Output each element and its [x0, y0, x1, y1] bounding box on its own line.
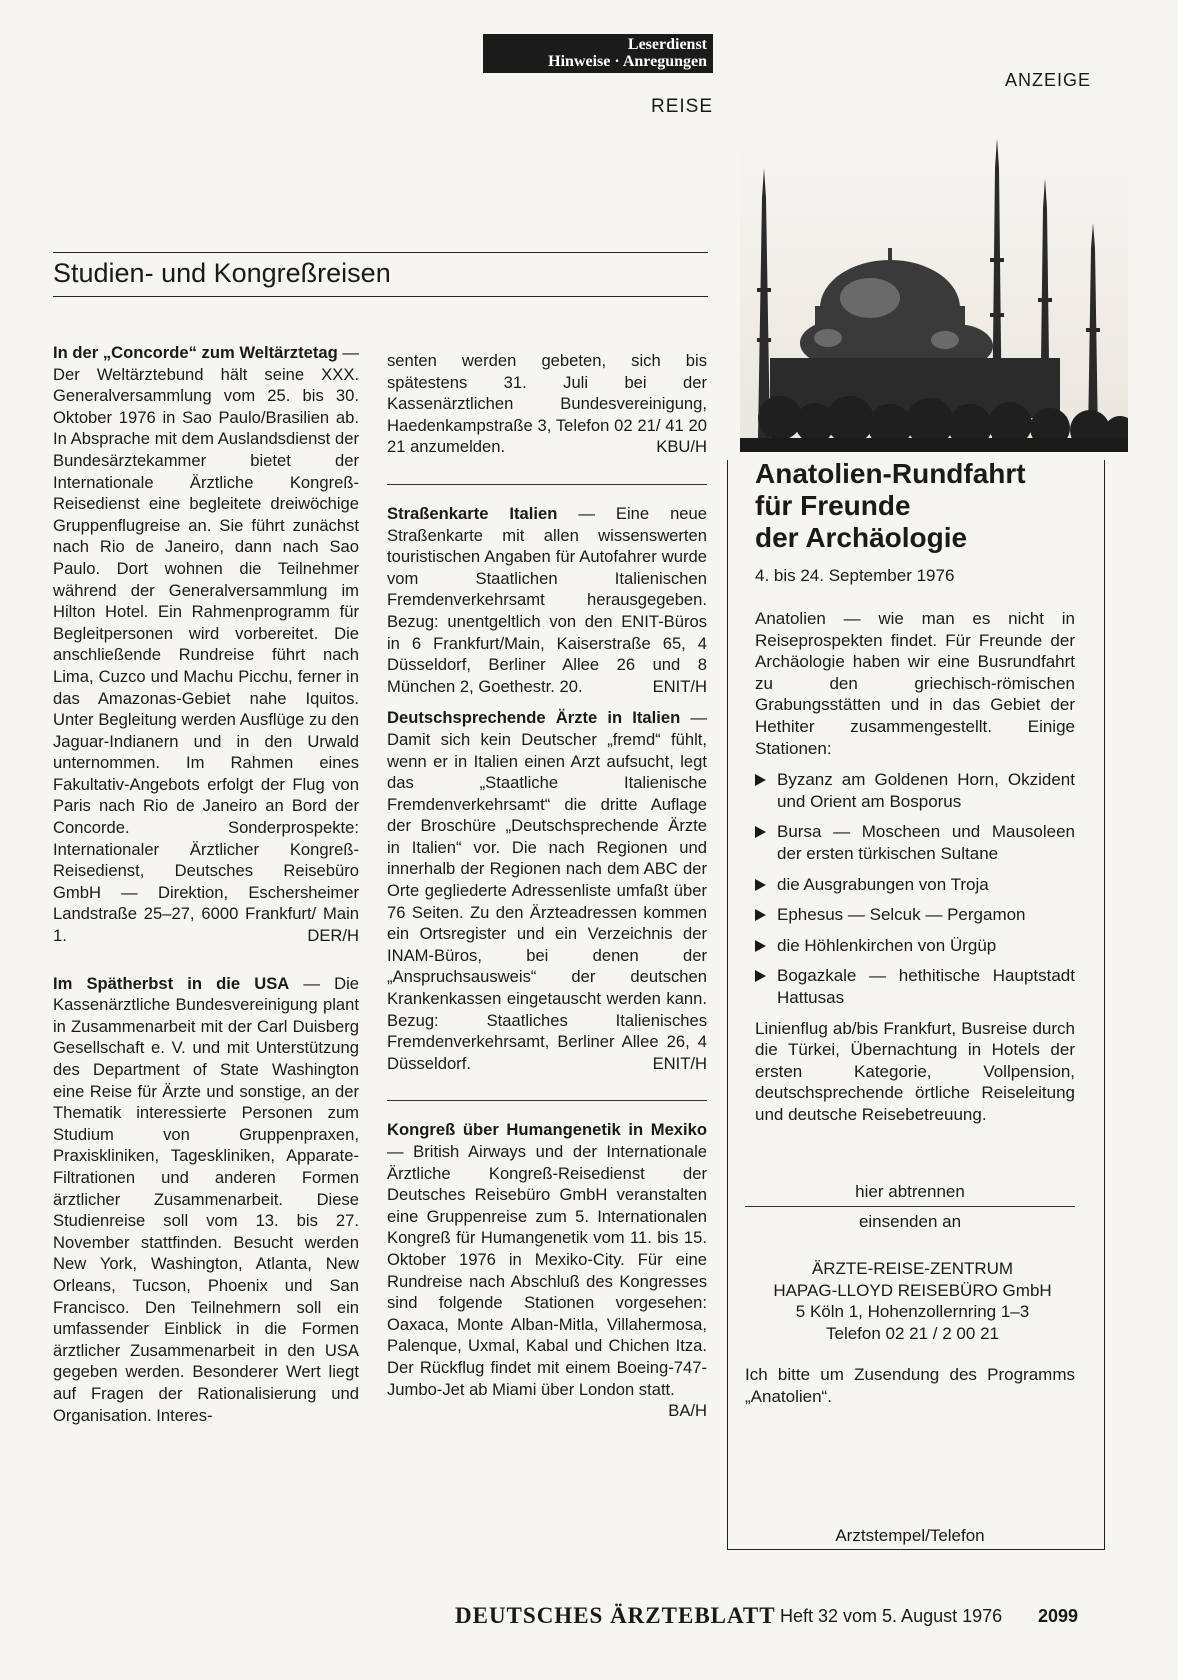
- article-signature: KBU/H: [656, 437, 707, 457]
- title-rule-top: [53, 252, 708, 253]
- cut-here-label: hier abtrennen: [855, 1182, 965, 1201]
- triangle-bullet-icon: [755, 826, 766, 838]
- article-signature: ENIT/H: [652, 1053, 707, 1073]
- title-rule-bottom: [53, 296, 708, 297]
- article-concorde: [53, 342, 359, 947]
- address-line: Telefon 02 21 / 2 00 21: [826, 1323, 999, 1343]
- article-headline: In der „Concorde“ zum Weltärztetag: [53, 343, 338, 362]
- triangle-bullet-icon: [755, 909, 766, 921]
- article-humangenetik: [387, 1119, 707, 1421]
- request-text: Ich bitte um Zusendung des Programms „Anatolien“.: [745, 1365, 1075, 1406]
- article-headline: Im Spätherbst in die USA: [53, 973, 290, 993]
- triangle-bullet-icon: [755, 774, 766, 786]
- address-line: HAPAG-LLOYD REISEBÜRO GmbH: [773, 1280, 1052, 1300]
- column-left: [53, 342, 359, 1452]
- article-body: — Eine neue Straßenkarte mit allen wissenswerten touristischen Angaben für Autofahrer wurde vom Staatlichen Italienischen Fremdenverkehrsamt herausgegeben. Bezug: unentgeltlich von den ENIT-Büros in 6 Frankfurt/Main, Kaiserstraße 65, 4 Düsseldorf, Berliner Allee 26 und 8 München 2, Goethestr. 20.: [387, 503, 707, 696]
- ad-headline-line: der Archäologie: [755, 522, 968, 553]
- list-item: Bogazkale — hethitische Hauptstadt Hattusas: [755, 965, 1075, 1008]
- list-item: Bursa — Moscheen und Mausoleen der ersten türkischen Sultane: [755, 821, 1075, 864]
- address-line: 5 Köln 1, Hohenzollernring 1–3: [795, 1302, 1030, 1322]
- article-body: — Die Kassenärztliche Bundesvereinigung plant in Zusammenarbeit mit der Carl Duisberg Gesellschaft e. V. und mit Unterstützung des Department of State Washington eine Reise für Ärzte und sonstige, an der Thematik interessierte Personen zum Studium von Gruppenpraxen, Praxiskliniken, Tageskliniken, Apparate-Filtrationen und anderen Formen ärztlicher Zusammenarbeit. Diese Studienreise soll vom 13. bis 27. November stattfinden. Besucht werden New York, Washington, Atlanta, New Orleans, Tucson, Phoenix und San Francisco. Den Teilnehmern soll ein umfassender Einblick in die Formen ärztlicher Zusammenarbeit in den USA gegeben werden. Besonderer Wert liegt auf Fragen der Rationalisierung und Organisation. Interes-: [53, 973, 359, 1425]
- section-reise: REISE: [650, 96, 713, 117]
- stamp-field-label: Arztstempel/Telefon: [835, 1526, 985, 1545]
- ad-headline-line: für Freunde: [755, 490, 911, 521]
- ad-date: 4. bis 24. September 1976: [755, 566, 955, 585]
- page-title: Studien- und Kongreßreisen: [53, 258, 391, 288]
- article-usa-continued: [387, 350, 707, 458]
- article-deutschsprechende-aerzte: [387, 707, 707, 1074]
- article-body: — Der Weltärztebund hält seine XXX. Generalversammlung vom 25. bis 30. Oktober 1976 in Sao Paulo/Brasilien ab. In Absprache mit dem Auslandsdienst der Bundesärztekammer bietet der Internationale Ärztliche Kongreß-Reisedienst eine begleitete dreiwöchige Gruppenflugreise an. Sie führt zunächst nach Rio de Janeiro, dann nach Sao Paulo. Dort wohnen die Teilnehmer während der Generalversammlung im Hilton Hotel. Ein Rahmenprogramm für Begleitpersonen wird vorbereitet. Die anschließende Rundreise führt nach Lima, Cuzco und Machu Picchu, ferner in das Amazonas-Gebiet nahe Iquitos. Unter Begleitung werden Ausflüge zu den Jaguar-Indianern und in den Urwald unternommen. Im Rahmen eines Fakultativ-Angebots erfolgt der Flug von Paris nach Rio de Janeiro an Bord der Concorde. Sonderprospekte: Internationaler Ärztlicher Kongreß-Reisedienst, Deutsches Reisebüro GmbH — Direktion, Eschersheimer Landstraße 25–27, 6000 Frankfurt/ Main 1.: [53, 343, 359, 946]
- article-divider: [387, 1100, 707, 1101]
- article-headline: Straßenkarte Italien: [387, 503, 558, 523]
- list-item: die Ausgrabungen von Troja: [755, 874, 1075, 896]
- article-strassenkarte: [387, 503, 707, 697]
- ad-headline: [755, 458, 1095, 554]
- cut-line: [745, 1206, 1075, 1207]
- send-to-label: einsenden an: [858, 1212, 962, 1231]
- leserdienst-label: [483, 34, 713, 73]
- triangle-bullet-icon: [755, 940, 766, 952]
- hinweise-subtitle: Hinweise · Anregungen: [548, 53, 707, 70]
- list-item: Ephesus — Selcuk — Pergamon: [755, 904, 1075, 926]
- article-headline: Kongreß über Humangenetik in Mexiko: [387, 1120, 707, 1140]
- article-usa: [53, 973, 359, 1426]
- article-divider: [387, 484, 707, 485]
- article-signature: DER/H: [307, 926, 359, 946]
- article-body: senten werden gebeten, sich bis spätestens 31. Juli bei der Kassenärztlichen Bundesvereinigung, Haedenkampstraße 3, Telefon 02 21/ 41 20 21 anzumelden.: [387, 351, 707, 457]
- ad-headline-line: Anatolien-Rundfahrt: [755, 458, 1026, 489]
- address-line: ÄRZTE-REISE-ZENTRUM: [811, 1259, 1014, 1278]
- ad-body: [755, 608, 1075, 1135]
- ad-address: [740, 1258, 1085, 1344]
- article-signature: ENIT/H: [652, 676, 707, 696]
- issue-info: Heft 32 vom 5. August 1976: [780, 1606, 1003, 1626]
- article-signature: BA/H: [668, 1401, 707, 1421]
- list-item: die Höhlenkirchen von Ürgüp: [755, 935, 1075, 957]
- triangle-bullet-icon: [755, 879, 766, 891]
- leserdienst-title: Leserdienst: [627, 36, 707, 53]
- column-middle: [387, 350, 707, 1426]
- mosque-photo: [740, 138, 1128, 452]
- ad-outro: Linienflug ab/bis Frankfurt, Busreise durch die Türkei, Übernachtung in Hotels der ersten Kategorie, Vollpension, deutschsprechende örtliche Reiseleitung und deutsche Reisebetreuung.: [755, 1018, 1075, 1124]
- triangle-bullet-icon: [755, 970, 766, 982]
- article-body: — British Airways und der Internationale Ärztliche Kongreß-Reisedienst der Deutsches Reisebüro GmbH veranstalten eine Gruppenreise zum 5. Internationalen Kongreß für Humangenetik vom 11. bis 15. Oktober 1976 in Mexiko-City. Für eine Rundreise nach Abschluß des Kongresses sind folgende Stationen vorgesehen: Oaxaca, Monte Alban-Mitla, Villahermosa, Palenque, Uxmal, Kabal und Chichen Itza. Der Rückflug findet mit einem Boeing-747-Jumbo-Jet ab Miami über London statt.: [387, 1142, 707, 1399]
- journal-title: DEUTSCHES ÄRZTEBLATT: [455, 1603, 776, 1628]
- ad-stations-list: [755, 769, 1075, 1008]
- article-body: — Damit sich kein Deutscher „fremd“ fühlt, wenn er in Italien einen Arzt aufsucht, legt das „Staatliche Italienische Fremdenverkehrsamt“ die dritte Auflage der Broschüre „Deutschsprechende Ärzte in Italien“ vor. Die nach Regionen und innerhalb der Regionen nach dem ABC der Orte gegliederte Adressenliste umfaßt über 76 Seiten. Zu den Ärzteadressen kommen ein Ortsregister und ein Verzeichnis der INAM-Büros, bei denen der „Anspruchsausweis“ der deutschen Krankenkassen eingetauscht werden kann. Bezug: Staatliches Italienisches Fremdenverkehrsamt, Berliner Allee 26, 4 Düsseldorf.: [387, 708, 707, 1073]
- article-headline: Deutschsprechende Ärzte in Italien: [387, 708, 681, 728]
- anzeige-label: ANZEIGE: [1005, 70, 1092, 90]
- ad-intro: Anatolien — wie man es nicht in Reiseprospekten findet. Für Freunde der Archäologie haben wir eine Busrundfahrt zu den griechisch-römischen Grabungsstätten und in das Gebiet der Hethiter zusammengestellt. Einige Stationen:: [755, 609, 1075, 758]
- list-item: Byzanz am Goldenen Horn, Okzident und Orient am Bosporus: [755, 769, 1075, 812]
- page-number: 2099: [1038, 1606, 1079, 1626]
